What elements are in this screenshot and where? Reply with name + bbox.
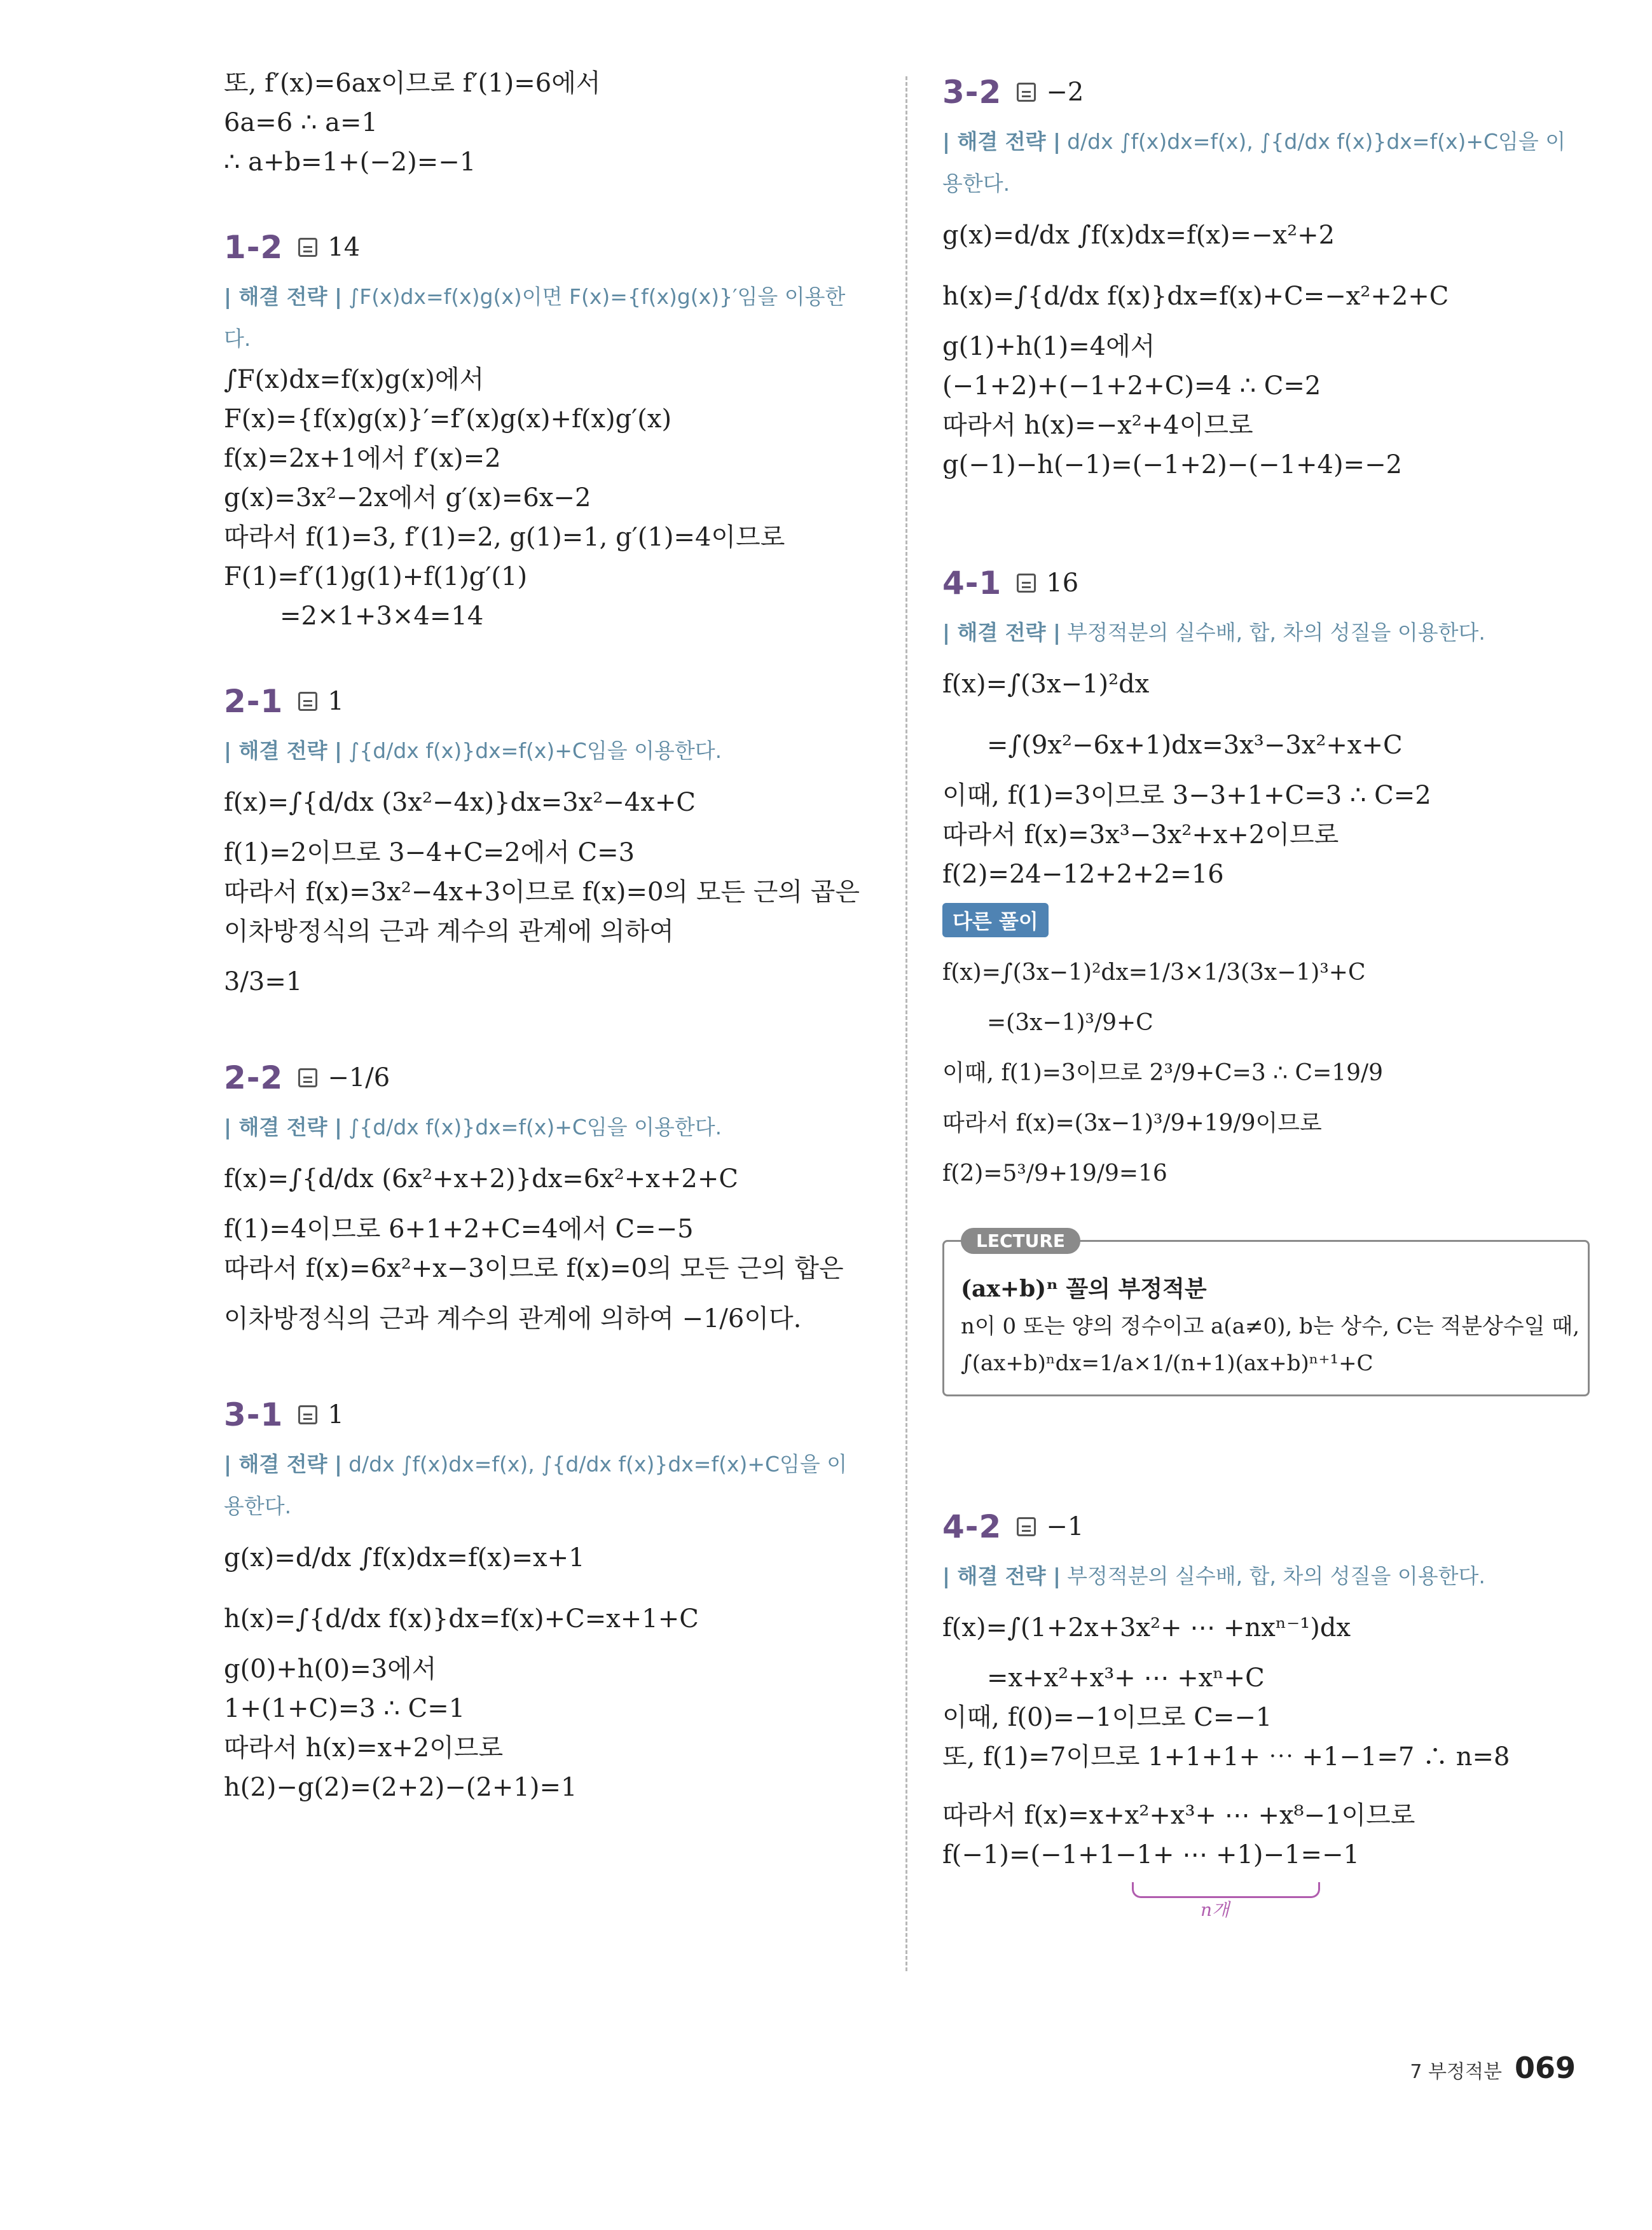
strategy-tag: | 해결 전략 | [224,284,343,309]
solution-line: 6a=6 ∴ a=1 [224,108,378,137]
solution-line: ∴ a+b=1+(−2)=−1 [224,148,476,177]
solution-line: 따라서 f(x)=x+x²+x³+ ⋯ +x⁸−1이므로 [942,1801,1415,1830]
chapter-label: 7 부정적분 [1410,2061,1502,2083]
solution-line: f(2)=24−12+2+2=16 [942,860,1224,889]
lecture-line: n이 0 또는 양의 정수이고 a(a≠0), b는 상수, C는 적분상수일 때, [961,1314,1580,1339]
strategy-tag: | 해결 전략 | [224,1452,343,1476]
solution-line: 따라서 f(x)=6x²+x−3이므로 f(x)=0의 모든 근의 합은 [224,1254,844,1283]
answer-value: 1 [327,1400,344,1429]
problem-number: 4-2 [942,1508,1002,1545]
strategy-note [224,1106,866,1148]
strategy-note [942,121,1585,205]
alt-solution-badge: 다른 풀이 [942,903,1049,937]
problem-header [224,1049,891,1106]
solution-line: 또, f(1)=7이므로 1+1+1+ ⋯ +1−1=7 ∴ n=8 [942,1742,1510,1772]
intro-block [224,64,891,182]
alt-solution-line: =(3x−1)³/9+C [987,1010,1153,1036]
answer-icon [1017,574,1036,593]
solution-line: h(2)−g(2)=(2+2)−(2+1)=1 [224,1773,577,1802]
problem-header [942,1498,1610,1555]
solution-line: f(x)=∫(3x−1)²dx [942,670,1150,699]
solution-line: 이차방정식의 근과 계수의 관계에 의하여 −1/6이다. [224,1304,802,1333]
problem-header [224,1386,891,1443]
solution-line: 3/3=1 [224,967,303,996]
strategy-text: d/dx ∫f(x)dx=f(x), ∫{d/dx f(x)}dx=f(x)+C임을 이용한다. [224,1452,848,1518]
solution-line: g(1)+h(1)=4에서 [942,332,1155,361]
solution-line: 또, f′(x)=6ax이므로 f′(1)=6에서 [224,69,601,98]
page-footer [1410,2051,1576,2085]
solution-line: f(x)=∫{d/dx (3x²−4x)}dx=3x²−4x+C [224,788,696,817]
strategy-text: 부정적분의 실수배, 합, 차의 성질을 이용한다. [1067,620,1485,645]
problem-number: 2-2 [224,1059,284,1096]
answer-icon [298,692,317,711]
solution-line: f(−1)=(−1+1−1+ ⋯ +1)−1=−1 [942,1840,1359,1869]
right-column [942,64,1610,1875]
solution-line: g(x)=3x²−2x에서 g′(x)=6x−2 [224,483,591,513]
strategy-text: ∫{d/dx f(x)}dx=f(x)+C임을 이용한다. [348,738,722,763]
solution-line: F(x)={f(x)g(x)}′=f′(x)g(x)+f(x)g′(x) [224,404,672,434]
solution-line: f(x)=2x+1에서 f′(x)=2 [224,444,501,473]
solution-line: f(x)=∫(1+2x+3x²+ ⋯ +nxⁿ⁻¹)dx [942,1613,1351,1642]
strategy-text: ∫{d/dx f(x)}dx=f(x)+C임을 이용한다. [348,1115,722,1139]
answer-value: −2 [1046,78,1084,107]
solution-line: f(x)=∫{d/dx (6x²+x+2)}dx=6x²+x+2+C [224,1164,738,1194]
answer-value: 1 [327,687,344,716]
solution-line: =x+x²+x³+ ⋯ +xⁿ+C [987,1663,1265,1693]
solution-line: F(1)=f′(1)g(1)+f(1)g′(1) [224,562,528,591]
solution-line: ∫F(x)dx=f(x)g(x)에서 [224,365,485,394]
alt-solution-line: f(2)=5³/9+19/9=16 [942,1160,1167,1187]
underbrace-label: n개 [1201,1899,1230,1920]
problem-header [224,673,891,730]
strategy-tag: | 해결 전략 | [942,129,1061,154]
strategy-tag: | 해결 전략 | [942,1564,1061,1588]
problem-number: 3-1 [224,1396,284,1433]
problem-1-2 [224,219,891,636]
solution-line: h(x)=∫{d/dx f(x)}dx=f(x)+C=−x²+2+C [942,282,1449,311]
problem-4-1 [942,554,1610,1204]
problem-2-1 [224,673,891,1012]
solution-line: 따라서 h(x)=x+2이므로 [224,1733,504,1763]
strategy-note [224,730,866,772]
page-number: 069 [1514,2051,1576,2085]
problem-header [942,64,1610,121]
problem-4-2 [942,1498,1610,1875]
strategy-note [224,276,866,360]
alt-solution-line: 이때, f(1)=3이므로 2³/9+C=3 ∴ C=19/9 [942,1060,1384,1086]
answer-icon [1017,83,1036,102]
solution-line: =∫(9x²−6x+1)dx=3x³−3x²+x+C [987,731,1403,760]
problem-3-2 [942,64,1610,485]
lecture-line: ∫(ax+b)ⁿdx=1/a×1/(n+1)(ax+b)ⁿ⁺¹+C [961,1351,1373,1376]
problem-number: 3-2 [942,74,1002,111]
strategy-tag: | 해결 전략 | [224,738,343,763]
strategy-text: 부정적분의 실수배, 합, 차의 성질을 이용한다. [1067,1564,1485,1588]
alt-solution-line: f(x)=∫(3x−1)²dx=1/3×1/3(3x−1)³+C [942,960,1366,986]
strategy-note [942,1555,1585,1597]
solution-line: 이때, f(0)=−1이므로 C=−1 [942,1703,1272,1732]
solution-line: 따라서 h(x)=−x²+4이므로 [942,411,1253,440]
strategy-tag: | 해결 전략 | [224,1115,343,1139]
solution-line: 이때, f(1)=3이므로 3−3+1+C=3 ∴ C=2 [942,781,1431,810]
solution-line: 따라서 f(x)=3x³−3x²+x+2이므로 [942,820,1339,850]
answer-value: 16 [1046,568,1079,598]
answer-icon [298,1068,317,1087]
problem-header [224,219,891,276]
answer-value: −1/6 [327,1063,390,1092]
solution-line: g(x)=d/dx ∫f(x)dx=f(x)=x+1 [224,1543,585,1573]
solution-line: f(1)=2이므로 3−4+C=2에서 C=3 [224,838,635,867]
answer-icon [298,1405,317,1424]
lecture-tab: LECTURE [961,1228,1080,1254]
answer-icon [298,238,317,257]
solution-line: f(1)=4이므로 6+1+2+C=4에서 C=−5 [224,1215,694,1244]
alt-solution-line: 따라서 f(x)=(3x−1)³/9+19/9이므로 [942,1110,1322,1136]
answer-value: −1 [1046,1512,1084,1541]
problem-number: 1-2 [224,229,284,266]
solution-line: 따라서 f(1)=3, f′(1)=2, g(1)=1, g′(1)=4이므로 [224,523,785,552]
answer-icon [1017,1517,1036,1536]
solution-line: 1+(1+C)=3 ∴ C=1 [224,1694,465,1723]
strategy-tag: | 해결 전략 | [942,620,1061,645]
problem-2-2 [224,1049,891,1349]
left-column [224,64,891,1807]
solution-line: 따라서 f(x)=3x²−4x+3이므로 f(x)=0의 모든 근의 곱은 [224,878,860,907]
problem-number: 2-1 [224,683,284,720]
strategy-note [224,1443,866,1527]
solution-line: =2×1+3×4=14 [280,602,484,631]
solution-line: (−1+2)+(−1+2+C)=4 ∴ C=2 [942,371,1321,401]
strategy-text: d/dx ∫f(x)dx=f(x), ∫{d/dx f(x)}dx=f(x)+C임을 이용한다. [942,129,1566,196]
solution-line: g(−1)−h(−1)=(−1+2)−(−1+4)=−2 [942,450,1403,479]
problem-number: 4-1 [942,565,1002,602]
column-divider [905,76,907,1971]
solution-line: 이차방정식의 근과 계수의 관계에 의하여 [224,917,674,946]
problem-header [942,554,1610,612]
lecture-title: (ax+b)ⁿ 꼴의 부정적분 [961,1276,1207,1302]
solution-line: h(x)=∫{d/dx f(x)}dx=f(x)+C=x+1+C [224,1604,699,1634]
solution-line: g(0)+h(0)=3에서 [224,1655,437,1684]
strategy-note [942,612,1585,654]
answer-value: 14 [327,233,361,262]
solution-line: g(x)=d/dx ∫f(x)dx=f(x)=−x²+2 [942,221,1335,250]
lecture-box [942,1230,1590,1396]
problem-3-1 [224,1386,891,1807]
strategy-text: ∫F(x)dx=f(x)g(x)이면 F(x)={f(x)g(x)}′임을 이용한다. [224,284,846,351]
